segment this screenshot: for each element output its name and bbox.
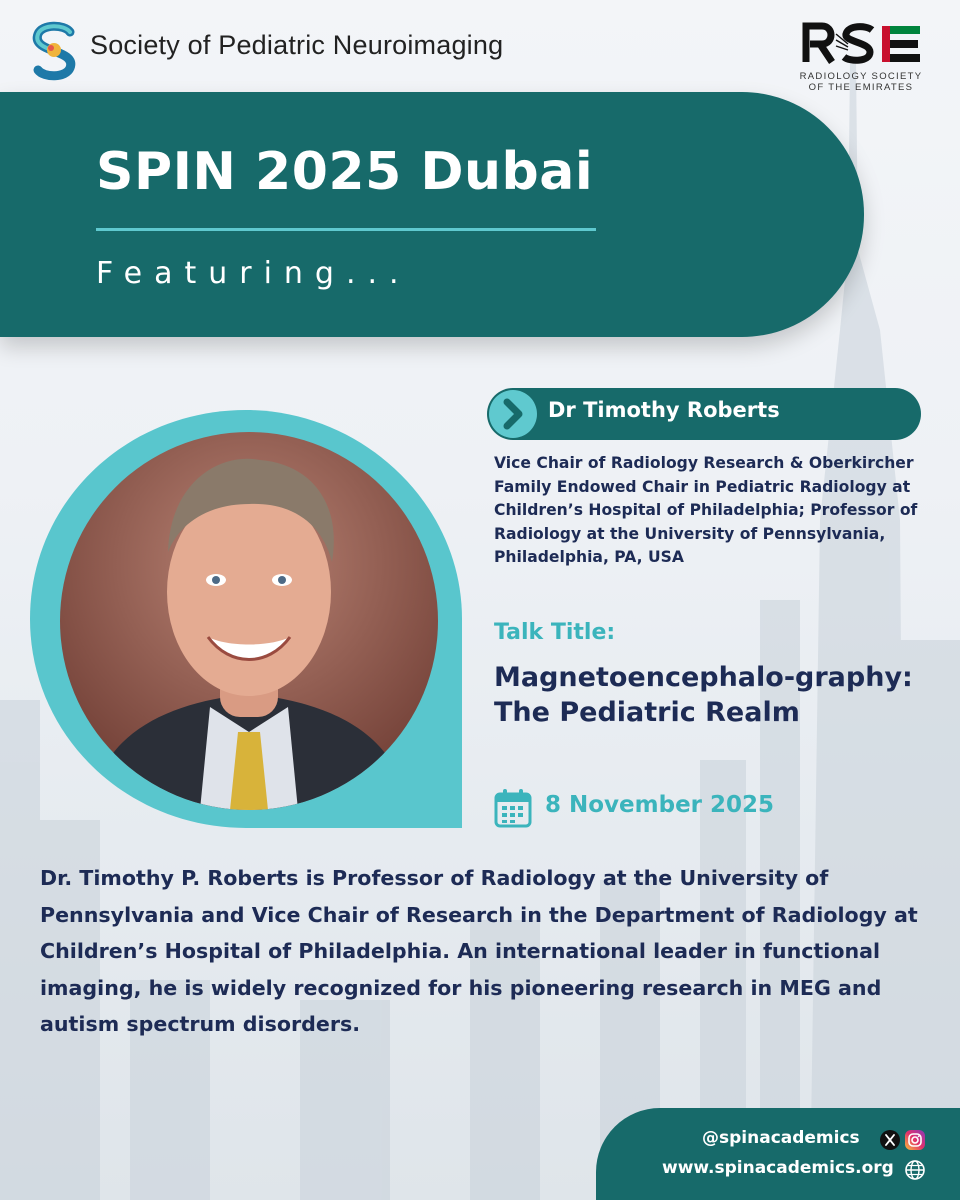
speaker-bio: Dr. Timothy P. Roberts is Professor of Radiology at the University of Pennsylvania and Vice Chair of Research in the Department of Radiology at Children’s Hospital of Philadelphia. An international leader in functional imaging, he is widely recognized for his pioneering research in MEG and autism spectrum disorders. — [40, 866, 918, 1036]
talk-title-label: Talk Title: — [494, 620, 616, 645]
footer-bar — [596, 1108, 960, 1200]
rse-logo — [796, 22, 926, 93]
rse-subtitle-line2: OF THE EMIRATES — [808, 82, 914, 93]
x-icon[interactable] — [880, 1130, 900, 1150]
chevron-right-icon — [489, 390, 537, 438]
event-title: SPIN 2025 Dubai — [96, 142, 594, 202]
website-link[interactable]: www.spinacademics.org — [662, 1158, 894, 1178]
talk-title: Magnetoencephalo-graphy: The Pediatric Realm — [494, 662, 913, 728]
rse-subtitle — [796, 71, 926, 93]
title-banner — [0, 92, 864, 337]
featuring-label: Featuring... — [96, 256, 411, 291]
talk-date: 8 November 2025 — [545, 792, 775, 818]
speaker-name: Dr Timothy Roberts — [548, 398, 780, 422]
social-handle[interactable]: @spinacademics — [702, 1128, 860, 1148]
spin-logo-icon — [30, 20, 78, 82]
instagram-icon[interactable] — [905, 1130, 925, 1150]
speaker-photo — [60, 432, 438, 810]
org-name: Society of Pediatric Neuroimaging — [90, 30, 504, 60]
rse-subtitle-line1: RADIOLOGY SOCIETY — [799, 71, 923, 82]
rse-logo-icon — [796, 22, 926, 68]
globe-icon[interactable] — [904, 1159, 926, 1181]
calendar-icon — [494, 788, 532, 828]
speaker-affiliation: Vice Chair of Radiology Research & Oberkircher Family Endowed Chair in Pediatric Radiology at Children’s Hospital of Philadelphia; Professor of Radiology at the University of Pennsylvania, Philadelphia, PA, USA — [494, 454, 918, 566]
banner-divider — [96, 228, 596, 231]
